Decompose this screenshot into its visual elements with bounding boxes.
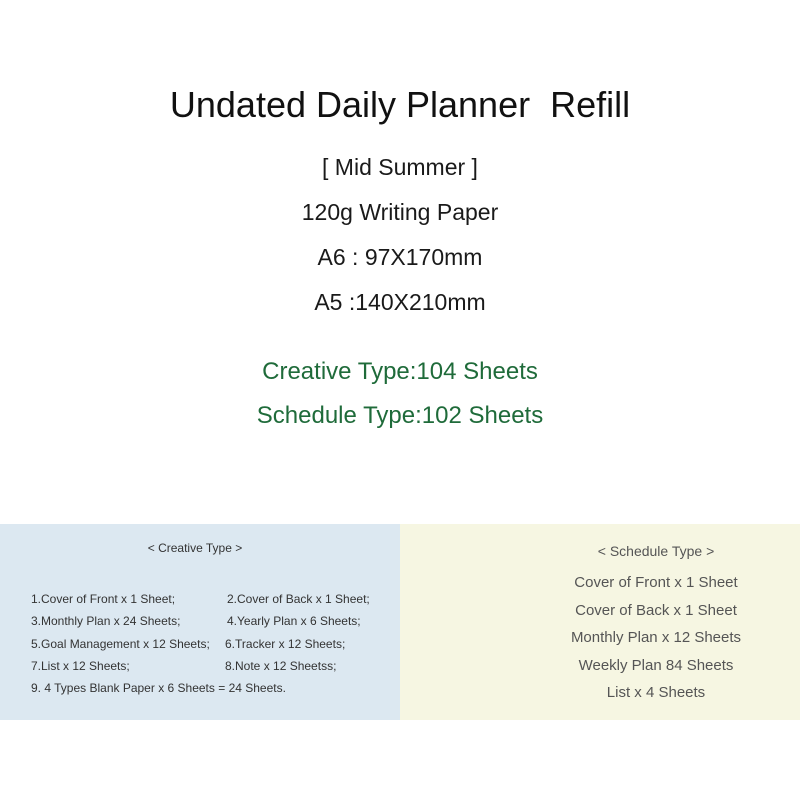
schedule-type-panel — [400, 524, 800, 720]
list-item: 7.List x 12 Sheets; — [31, 659, 130, 673]
list-item: Cover of Back x 1 Sheet — [575, 602, 737, 619]
list-item: Weekly Plan 84 Sheets — [578, 657, 734, 674]
list-item: 2.Cover of Back x 1 Sheet; — [227, 592, 370, 606]
list-item: 1.Cover of Front x 1 Sheet; — [31, 592, 176, 606]
a5-size: A5 :140X210mm — [314, 289, 486, 315]
list-item: 5.Goal Management x 12 Sheets; — [31, 637, 210, 651]
creative-type-heading: < Creative Type > — [147, 541, 243, 555]
list-item: Cover of Front x 1 Sheet — [574, 574, 738, 591]
list-item: 4.Yearly Plan x 6 Sheets; — [227, 614, 361, 628]
schedule-type-heading: < Schedule Type > — [597, 543, 715, 559]
list-item: 3.Monthly Plan x 24 Sheets; — [31, 614, 181, 628]
list-item: Monthly Plan x 12 Sheets — [570, 629, 742, 646]
list-item: 8.Note x 12 Sheetss; — [225, 659, 337, 673]
list-item: 6.Tracker x 12 Sheets; — [225, 637, 346, 651]
page-title: Undated Daily Planner Refill — [169, 84, 631, 125]
list-item: List x 4 Sheets — [606, 684, 706, 701]
list-item: 9. 4 Types Blank Paper x 6 Sheets = 24 Sheets. — [31, 681, 286, 695]
creative-type-count: Creative Type:104 Sheets — [262, 358, 538, 385]
a6-size: A6 : 97X170mm — [317, 244, 483, 270]
edition-name: [ Mid Summer ] — [322, 154, 478, 180]
schedule-type-count: Schedule Type:102 Sheets — [256, 402, 544, 429]
paper-weight: 120g Writing Paper — [301, 199, 499, 225]
creative-type-panel — [0, 524, 400, 720]
